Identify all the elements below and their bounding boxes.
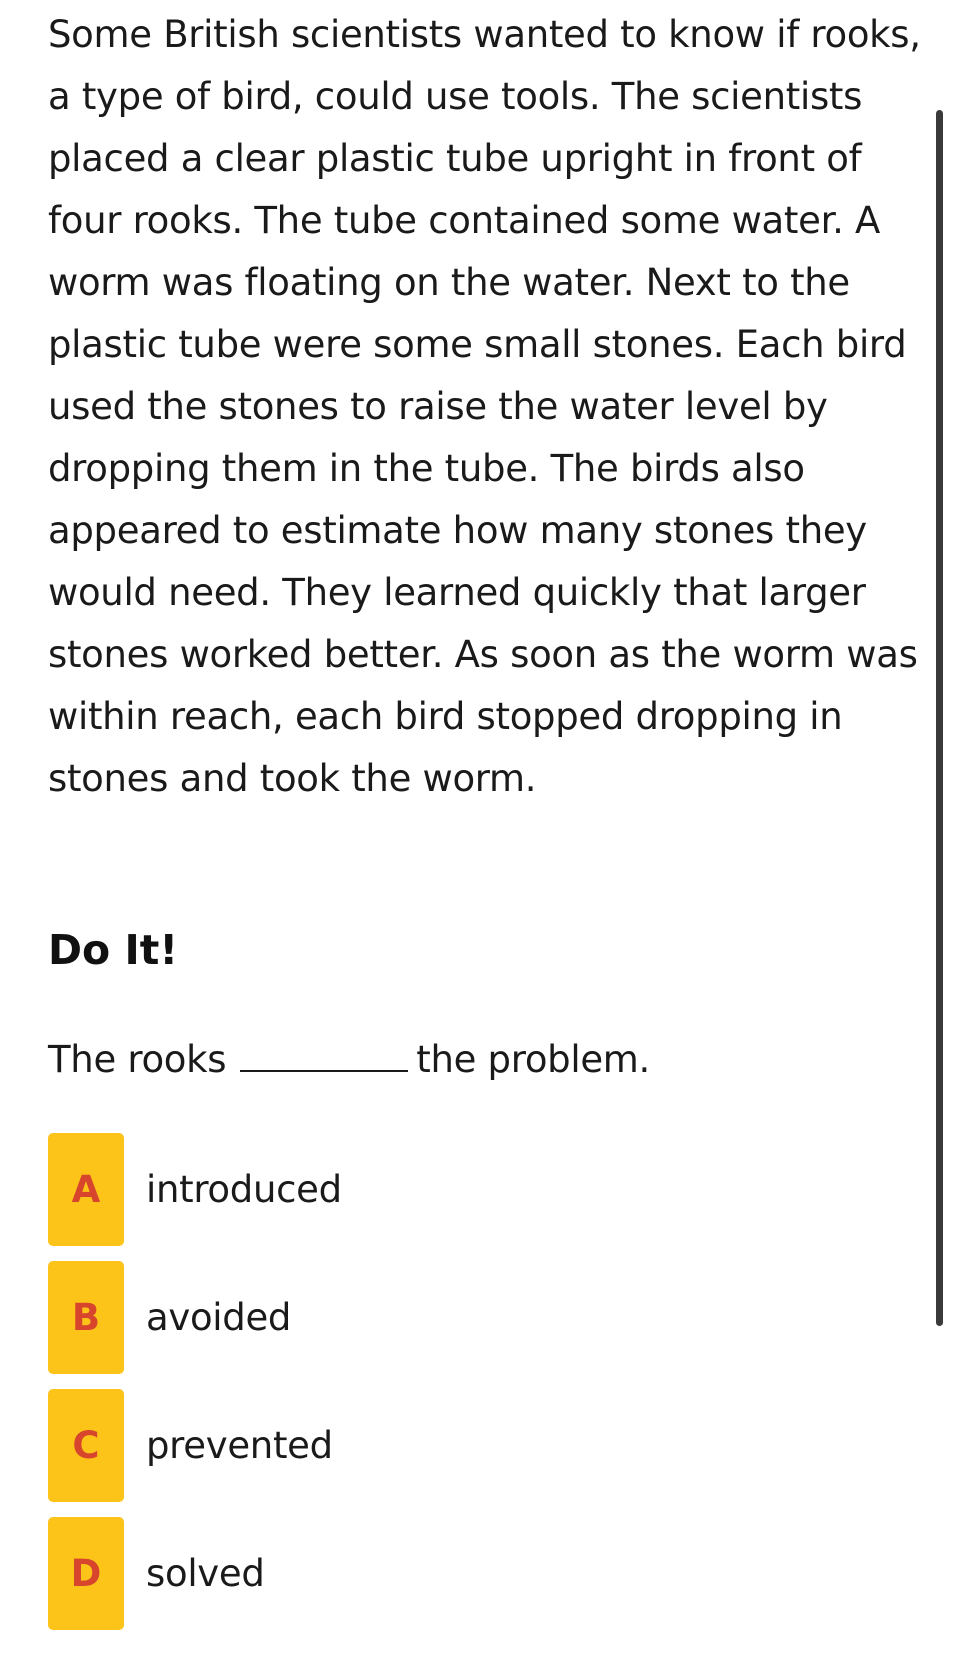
- question-text-after: the problem.: [416, 1038, 651, 1081]
- option-label: prevented: [146, 1424, 333, 1467]
- scrollbar[interactable]: [936, 110, 943, 1326]
- option-letter-badge: A: [48, 1133, 124, 1246]
- section-heading: Do It!: [48, 926, 179, 974]
- option-label: avoided: [146, 1296, 292, 1339]
- option-b[interactable]: [48, 1261, 848, 1374]
- question-text-before: The rooks: [48, 1038, 227, 1081]
- option-label: introduced: [146, 1168, 342, 1211]
- reading-passage: Some British scientists wanted to know if rooks, a type of bird, could use tools. The scientists placed a clear plastic tube upright in front of four rooks. The tube contained some water. A worm was floating on the water. Next to the plastic tube were some small stones. Each bird used the stones to raise the water level by dropping them in the tube. The birds also appeared to estimate how many stones they would need. They learned quickly that larger stones worked better. As soon as the worm was within reach, each bird stopped dropping in stones and took the worm.: [48, 13, 921, 800]
- option-label: solved: [146, 1552, 265, 1595]
- option-letter-badge: C: [48, 1389, 124, 1502]
- option-c[interactable]: [48, 1389, 848, 1502]
- option-d[interactable]: [48, 1517, 848, 1630]
- answer-options: [48, 1133, 848, 1645]
- option-letter-badge: D: [48, 1517, 124, 1630]
- answer-blank: [240, 1030, 408, 1072]
- question-sentence: [48, 1030, 650, 1088]
- option-a[interactable]: [48, 1133, 848, 1246]
- option-letter-badge: B: [48, 1261, 124, 1374]
